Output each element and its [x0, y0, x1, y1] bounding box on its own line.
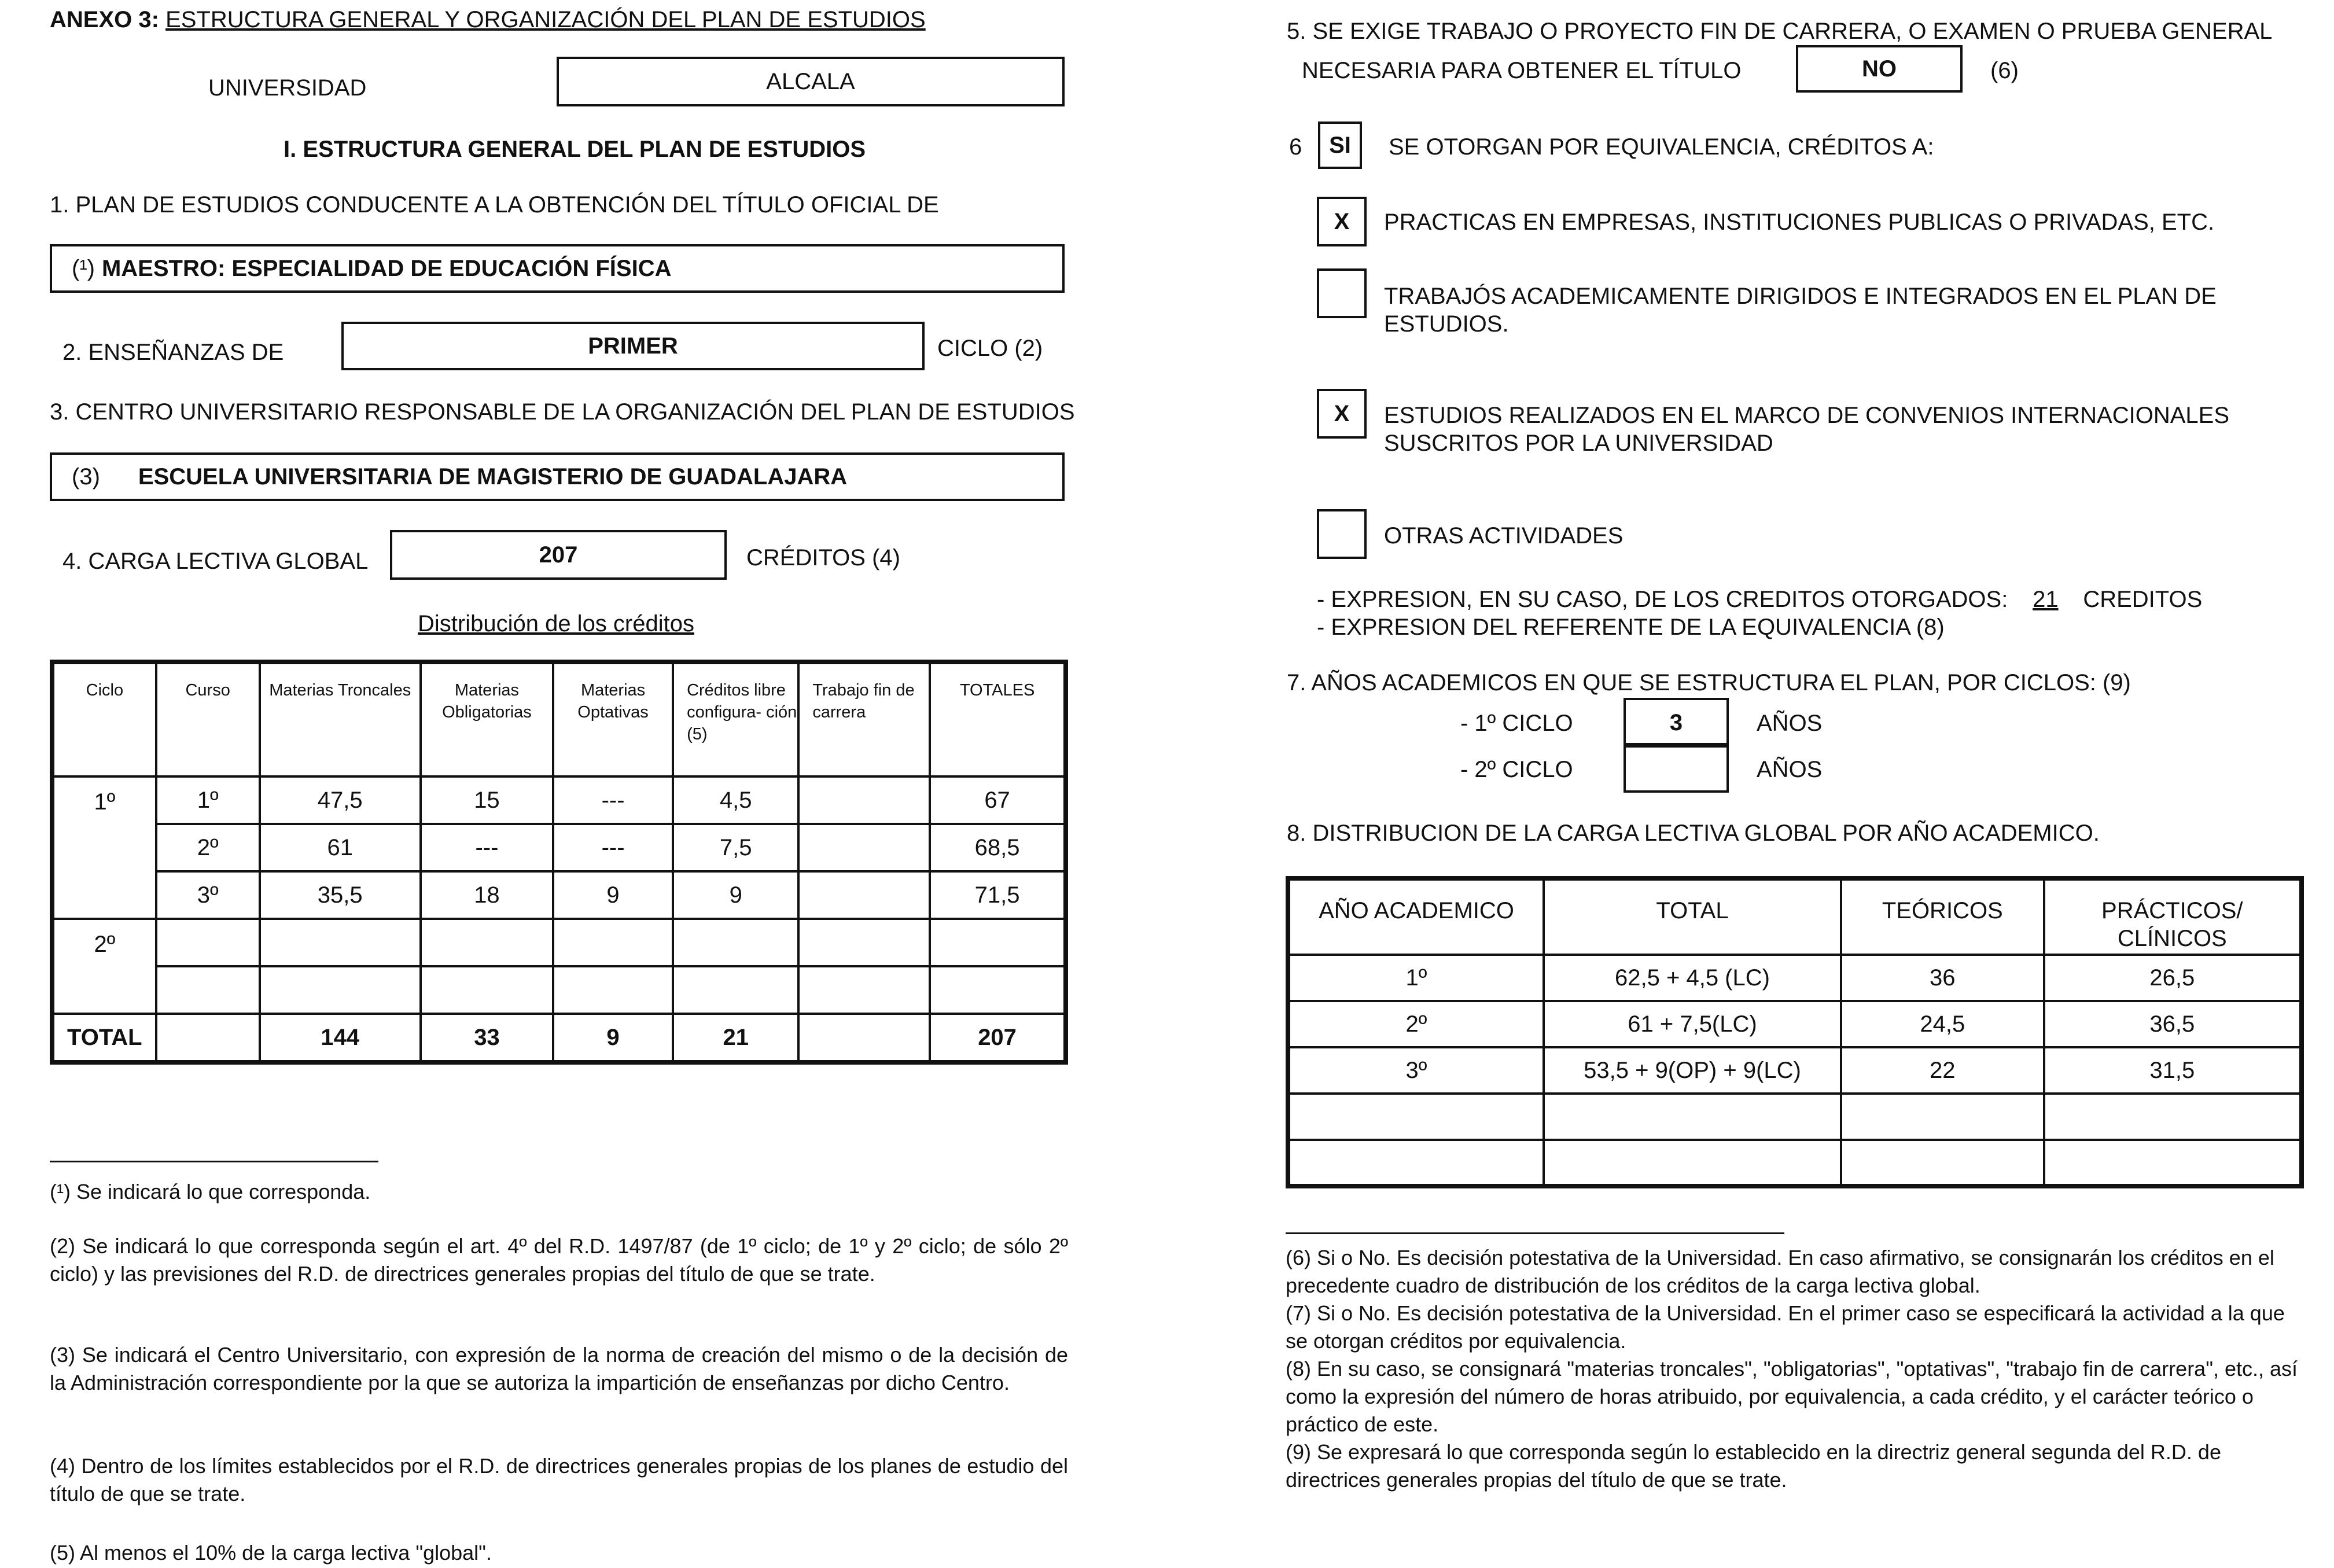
header-libre-configuracion: Créditos libre configura- ción (5) — [673, 662, 798, 776]
equivalence-reference: - EXPRESION DEL REFERENTE DE LA EQUIVALENCIA (8) — [1317, 614, 1945, 640]
year-cell: 2º — [1288, 1001, 1544, 1047]
item7-label: 7. AÑOS ACADEMICOS EN QUE SE ESTRUCTURA EL PLAN, POR CICLOS: (9) — [1287, 670, 2131, 695]
curso-cell: 2º — [156, 824, 260, 871]
total-cell: 67 — [930, 776, 1066, 824]
table-row — [52, 776, 1066, 824]
header-trabajo-fin: Trabajo fin de carrera — [798, 662, 930, 776]
option-practicas-mark: X — [1334, 208, 1350, 234]
teoricos-cell: 22 — [1841, 1047, 2044, 1094]
cycle1-label: - 1º CICLO — [1460, 711, 1573, 736]
section-title: I. ESTRUCTURA GENERAL DEL PLAN DE ESTUDIOS — [284, 137, 866, 162]
item5-line2: NECESARIA PARA OBTENER EL TÍTULO — [1302, 58, 1742, 83]
item1-note: (¹) — [72, 255, 95, 281]
header-optativas: Materias Optativas — [553, 662, 673, 776]
option-otras-label: OTRAS ACTIVIDADES — [1384, 523, 1624, 549]
university-field — [557, 57, 1065, 106]
cycle-value: PRIMER — [588, 333, 678, 359]
table-row — [52, 871, 1066, 919]
trabajo-cell — [798, 871, 930, 919]
option-practicas-label: PRACTICAS EN EMPRESAS, INSTITUCIONES PUBLICAS O PRIVADAS, ETC. — [1384, 209, 2215, 235]
header-practicos: PRÁCTICOS/ CLÍNICOS — [2044, 878, 2302, 955]
footnote-1: (¹) Se indicará lo que corresponda. — [50, 1180, 371, 1203]
total-troncales-cell: 144 — [260, 1014, 421, 1062]
optativas-cell: --- — [553, 824, 673, 871]
table-row — [1288, 1047, 2302, 1094]
option-trabajos-label-line1: TRABAJÓS ACADEMICAMENTE DIRIGIDOS E INTEGRADOS EN EL PLAN DE — [1384, 284, 2217, 309]
total-cell: 71,5 — [930, 871, 1066, 919]
item4-label: 4. CARGA LECTIVA GLOBAL — [62, 549, 369, 574]
total-libre-cell: 21 — [673, 1014, 798, 1062]
cycle1-years-value: 3 — [1669, 709, 1683, 735]
table-total-row — [52, 1014, 1066, 1062]
year-cell: 1º — [1288, 955, 1544, 1001]
option-practicas-checkbox[interactable] — [1317, 197, 1367, 246]
header-teoricos: TEÓRICOS — [1841, 878, 2044, 955]
global-load-field — [390, 530, 727, 580]
total-cell: 62,5 + 4,5 (LC) — [1544, 955, 1841, 1001]
total-obligatorias-cell: 33 — [421, 1014, 553, 1062]
option-trabajos-label-line2: ESTUDIOS. — [1384, 311, 1509, 337]
total-totales-cell: 207 — [930, 1014, 1066, 1062]
item2-suffix: CICLO (2) — [937, 336, 1043, 361]
option-convenios-checkbox[interactable] — [1317, 389, 1367, 439]
item5-line1: 5. SE EXIGE TRABAJO O PROYECTO FIN DE CARRERA, O EXAMEN O PRUEBA GENERAL — [1287, 19, 2273, 44]
total-label-cell: TOTAL — [52, 1014, 156, 1062]
obligatorias-cell: --- — [421, 824, 553, 871]
libre-cell: 7,5 — [673, 824, 798, 871]
footnote-6: (6) Si o No. Es decisión potestativa de la Universidad. En caso afirmativo, se consignarán los créditos en el precedente cuadro de distribución de los créditos de la carga lectiva global. — [1286, 1246, 2274, 1297]
practicos-cell: 36,5 — [2044, 1001, 2302, 1047]
trabajo-cell — [798, 776, 930, 824]
table-header-row — [1288, 878, 2302, 955]
table-row — [52, 966, 1066, 1014]
option-convenios-label-line2: SUSCRITOS POR LA UNIVERSIDAD — [1384, 430, 1773, 456]
equivalence-field — [1318, 122, 1362, 169]
year-cell: 3º — [1288, 1047, 1544, 1094]
item5-note: (6) — [1990, 58, 2019, 83]
academic-year-table — [1286, 876, 2304, 1188]
table-row — [52, 824, 1066, 871]
footnote-divider-right — [1286, 1232, 1784, 1234]
option-otras-checkbox[interactable] — [1317, 509, 1367, 559]
credits-expression-value: 21 — [2033, 587, 2059, 612]
teoricos-cell: 36 — [1841, 955, 2044, 1001]
footnote-9: (9) Se expresará lo que corresponda según lo establecido en la directriz general segunda del R.D. de directrices generales propias del título de que se trate. — [1286, 1440, 2221, 1492]
item8-label: 8. DISTRIBUCION DE LA CARGA LECTIVA GLOBAL POR AÑO ACADEMICO. — [1287, 820, 2100, 846]
trabajo-cell — [798, 824, 930, 871]
item3-note: (3) — [72, 463, 100, 489]
final-project-field — [1796, 45, 1963, 93]
curso-cell: 3º — [156, 871, 260, 919]
center-value: ESCUELA UNIVERSITARIA DE MAGISTERIO DE GUADALAJARA — [138, 463, 848, 489]
table-row — [1288, 1140, 2302, 1186]
cycle2-unit: AÑOS — [1757, 757, 1823, 782]
header-ano-academico: AÑO ACADEMICO — [1288, 878, 1544, 955]
annex-label: ANEXO 3: — [50, 7, 159, 32]
total-optativas-cell: 9 — [553, 1014, 673, 1062]
footnote-3: (3) Se indicará el Centro Universitario, con expresión de la norma de creación del mismo o de la decisión de la Administración correspondiente por la que se autoriza la impartición de enseñanzas por dicho Centro. — [50, 1343, 1068, 1394]
credits-expression-suffix: CREDITOS — [2083, 587, 2203, 612]
cycle2-years-field — [1624, 743, 1729, 793]
item4-suffix: CRÉDITOS (4) — [746, 545, 900, 570]
item6-number: 6 — [1289, 134, 1302, 160]
cycle1-unit: AÑOS — [1757, 711, 1823, 736]
header-totales: TOTALES — [930, 662, 1066, 776]
troncales-cell: 61 — [260, 824, 421, 871]
total-curso-cell — [156, 1014, 260, 1062]
total-trabajo-cell — [798, 1014, 930, 1062]
troncales-cell: 47,5 — [260, 776, 421, 824]
center-field — [50, 452, 1065, 501]
option-convenios-mark: X — [1334, 400, 1350, 426]
footnote-2: (2) Se indicará lo que corresponda según el art. 4º del R.D. 1497/87 (de 1º ciclo; de 1º y 2º ciclo; de sólo 2º ciclo) y las previsiones del R.D. de directrices generales propias del título de que se trate. — [50, 1234, 1068, 1286]
header-troncales: Materias Troncales — [260, 662, 421, 776]
obligatorias-cell: 15 — [421, 776, 553, 824]
university-value: ALCALA — [766, 68, 855, 94]
option-trabajos-checkbox[interactable] — [1317, 268, 1367, 318]
item6-label: SE OTORGAN POR EQUIVALENCIA, CRÉDITOS A: — [1389, 134, 1934, 160]
final-project-value: NO — [1862, 56, 1897, 82]
table-row — [1288, 1094, 2302, 1140]
credits-distribution-table — [50, 660, 1068, 1065]
item1-label: 1. PLAN DE ESTUDIOS CONDUCENTE A LA OBTENCIÓN DEL TÍTULO OFICIAL DE — [50, 192, 939, 218]
header-obligatorias: Materias Obligatorias — [421, 662, 553, 776]
footnote-4: (4) Dentro de los límites establecidos por el R.D. de directrices generales propias de los planes de estudio del título de que se trate. — [50, 1454, 1068, 1506]
global-load-value: 207 — [539, 542, 578, 568]
curso-cell: 1º — [156, 776, 260, 824]
credits-expression-prefix: - EXPRESION, EN SU CASO, DE LOS CREDITOS OTORGADOS: — [1317, 587, 2008, 612]
cycle1-years-field — [1624, 698, 1729, 748]
table-row — [1288, 955, 2302, 1001]
practicos-cell: 26,5 — [2044, 955, 2302, 1001]
item3-label: 3. CENTRO UNIVERSITARIO RESPONSABLE DE LA ORGANIZACIÓN DEL PLAN DE ESTUDIOS — [50, 399, 1075, 425]
ciclo-1-cell: 1º — [52, 776, 156, 919]
troncales-cell: 35,5 — [260, 871, 421, 919]
degree-title-value: MAESTRO: ESPECIALIDAD DE EDUCACIÓN FÍSICA — [101, 255, 672, 281]
footnote-divider-left — [50, 1161, 378, 1162]
footnote-7: (7) Si o No. Es decisión potestativa de la Universidad. En el primer caso se especificará la actividad a la que se otorgan créditos por equivalencia. — [1286, 1301, 2285, 1353]
annex-title: ESTRUCTURA GENERAL Y ORGANIZACIÓN DEL PLAN DE ESTUDIOS — [165, 7, 926, 32]
university-label: UNIVERSIDAD — [208, 75, 367, 101]
total-cell: 53,5 + 9(OP) + 9(LC) — [1544, 1047, 1841, 1094]
libre-cell: 4,5 — [673, 776, 798, 824]
degree-title-field — [50, 244, 1065, 293]
optativas-cell: 9 — [553, 871, 673, 919]
header-total: TOTAL — [1544, 878, 1841, 955]
optativas-cell: --- — [553, 776, 673, 824]
option-convenios-label-line1: ESTUDIOS REALIZADOS EN EL MARCO DE CONVENIOS INTERNACIONALES — [1384, 403, 2230, 428]
obligatorias-cell: 18 — [421, 871, 553, 919]
distribution-title: Distribución de los créditos — [418, 611, 694, 636]
total-cell: 61 + 7,5(LC) — [1544, 1001, 1841, 1047]
cycle-field — [341, 322, 925, 370]
teoricos-cell: 24,5 — [1841, 1001, 2044, 1047]
footnote-8: (8) En su caso, se consignará "materias troncales", "obligatorias", "optativas", "trabajo fin de carrera", etc., así como la expresión del número de horas atribuido, por equivalencia, a cada crédito, y el carácter teórico o práctico de este. — [1286, 1357, 2298, 1436]
table-row — [52, 919, 1066, 966]
practicos-cell: 31,5 — [2044, 1047, 2302, 1094]
footnote-5: (5) Al menos el 10% de la carga lectiva "global". — [50, 1541, 492, 1565]
equivalence-value: SI — [1329, 132, 1351, 158]
annex-heading — [50, 6, 926, 34]
header-curso: Curso — [156, 662, 260, 776]
ciclo-2-cell: 2º — [52, 919, 156, 1014]
credits-expression — [1317, 586, 2202, 613]
cycle2-label: - 2º CICLO — [1460, 757, 1573, 782]
table-row — [1288, 1001, 2302, 1047]
item2-label: 2. ENSEÑANZAS DE — [62, 340, 284, 365]
table-header-row — [52, 662, 1066, 776]
total-cell: 68,5 — [930, 824, 1066, 871]
libre-cell: 9 — [673, 871, 798, 919]
header-ciclo: Ciclo — [52, 662, 156, 776]
